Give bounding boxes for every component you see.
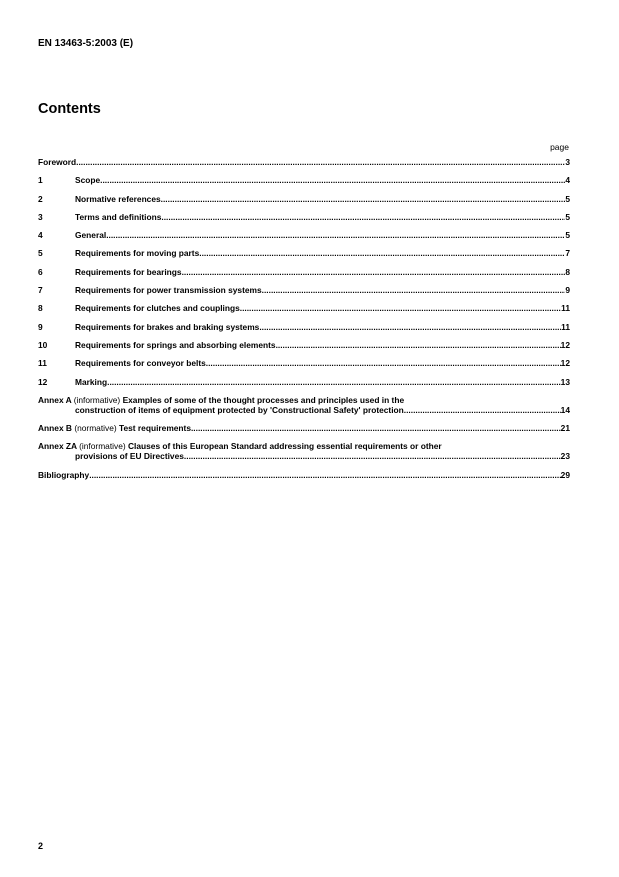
- toc-entry-page: 8: [565, 266, 570, 277]
- toc-entry-5[interactable]: [38, 248, 570, 258]
- toc-entry-number: 5: [38, 248, 43, 259]
- contents-heading: Contents: [38, 101, 101, 117]
- toc-entry-title: Requirements for brakes and braking systems: [75, 321, 260, 332]
- dot-leader: [206, 358, 561, 368]
- toc-entry-title: Foreword: [38, 157, 77, 167]
- toc-entry-number: 2: [38, 193, 43, 204]
- annex-label: Annex ZA: [38, 441, 77, 452]
- dot-leader: [262, 285, 566, 295]
- toc-entry-title: Terms and definitions: [75, 211, 162, 222]
- toc-entry-page: 23: [560, 451, 570, 462]
- dot-leader: [100, 175, 565, 185]
- dot-leader: [161, 194, 566, 204]
- dot-leader: [199, 248, 565, 258]
- dot-leader: [259, 322, 561, 332]
- page-number: 2: [38, 841, 44, 851]
- toc-entry-page: 14: [560, 404, 570, 415]
- toc-entry-2[interactable]: [38, 194, 570, 204]
- toc-entry-number: 4: [38, 230, 43, 241]
- annex-type: (informative): [73, 394, 121, 405]
- annex-title-line1: Examples of some of the thought processes and principles used in the: [122, 394, 405, 405]
- annex-title-line1: Test requirements: [119, 423, 191, 434]
- toc-entry-annex-a[interactable]: [38, 395, 570, 415]
- toc-entry-10[interactable]: [38, 340, 570, 350]
- annex-type: (informative): [79, 441, 126, 452]
- dot-leader: [76, 157, 565, 167]
- toc-entry-number: 12: [38, 376, 48, 387]
- toc-entry-foreword[interactable]: [38, 157, 570, 167]
- annex-title-line2: provisions of EU Directives: [75, 451, 184, 462]
- toc-entry-12[interactable]: [38, 377, 570, 387]
- dot-leader: [404, 405, 561, 415]
- dot-leader: [276, 340, 561, 350]
- annex-title-line1: Clauses of this European Standard addressing essential requirements or other: [127, 441, 442, 452]
- toc-entry-number: 1: [38, 175, 43, 186]
- toc-entry-title: Requirements for clutches and couplings: [75, 303, 240, 314]
- annex-title-line2: construction of items of equipment protected by 'Constructional Safety' protection: [75, 404, 404, 415]
- toc-entry-number: 3: [38, 211, 43, 222]
- toc-entry-title: Bibliography: [38, 469, 90, 480]
- toc-entry-6[interactable]: [38, 267, 570, 277]
- page-column-label: page: [550, 142, 569, 152]
- toc-entry-title: General: [75, 230, 107, 241]
- toc-entry-number: 11: [38, 358, 47, 369]
- toc-entry-8[interactable]: [38, 303, 570, 313]
- dot-leader: [106, 230, 565, 240]
- toc-entry-number: 6: [38, 266, 43, 277]
- toc-entry-annex-za[interactable]: [38, 441, 570, 461]
- toc-entry-title: Requirements for springs and absorbing elements: [75, 339, 276, 350]
- toc-entry-page: 3: [565, 157, 570, 167]
- toc-entry-title: Requirements for power transmission systems: [75, 285, 262, 296]
- toc-entry-page: 12: [560, 339, 570, 350]
- toc-entry-title: Requirements for bearings: [75, 266, 182, 277]
- dot-leader: [107, 377, 561, 387]
- toc-entry-page: 7: [565, 248, 570, 259]
- toc-entry-number: 8: [38, 303, 43, 314]
- dot-leader: [89, 470, 560, 480]
- annex-type: (normative): [74, 423, 117, 434]
- toc-entry-7[interactable]: [38, 285, 570, 295]
- annex-label: Annex A: [38, 394, 72, 405]
- dot-leader: [161, 212, 565, 222]
- toc-entry-4[interactable]: [38, 230, 570, 240]
- toc-entry-page: 5: [565, 211, 570, 222]
- toc-entry-3[interactable]: [38, 212, 570, 222]
- toc-entry-page: 29: [560, 469, 570, 480]
- dot-leader: [240, 303, 561, 313]
- toc-entry-page: 4: [565, 175, 570, 186]
- table-of-contents: [38, 157, 570, 488]
- toc-entry-page: 9: [565, 285, 570, 296]
- toc-entry-title: Marking: [75, 376, 108, 387]
- toc-entry-page: 5: [565, 230, 570, 241]
- toc-entry-page: 11: [561, 303, 570, 314]
- toc-entry-number: 7: [38, 285, 43, 296]
- toc-entry-bibliography[interactable]: [38, 470, 570, 480]
- dot-leader: [191, 423, 561, 433]
- toc-entry-title: Scope: [75, 175, 101, 186]
- toc-entry-page: 21: [560, 423, 570, 434]
- toc-entry-title: Requirements for conveyor belts: [75, 358, 206, 369]
- toc-entry-page: 5: [565, 193, 570, 204]
- annex-label: Annex B: [38, 423, 72, 434]
- toc-entry-number: 9: [38, 321, 43, 332]
- toc-entry-annex-b[interactable]: [38, 423, 570, 433]
- dot-leader: [182, 267, 566, 277]
- document-id: EN 13463-5:2003 (E): [38, 38, 134, 49]
- toc-entry-9[interactable]: [38, 322, 570, 332]
- toc-entry-number: 10: [38, 339, 48, 350]
- dot-leader: [184, 451, 561, 461]
- toc-entry-1[interactable]: [38, 175, 570, 185]
- toc-entry-page: 11: [561, 321, 570, 332]
- toc-entry-title: Normative references: [75, 193, 161, 204]
- toc-entry-page: 13: [560, 376, 570, 387]
- toc-entry-page: 12: [560, 358, 570, 369]
- toc-entry-title: Requirements for moving parts: [75, 248, 200, 259]
- toc-entry-11[interactable]: [38, 358, 570, 368]
